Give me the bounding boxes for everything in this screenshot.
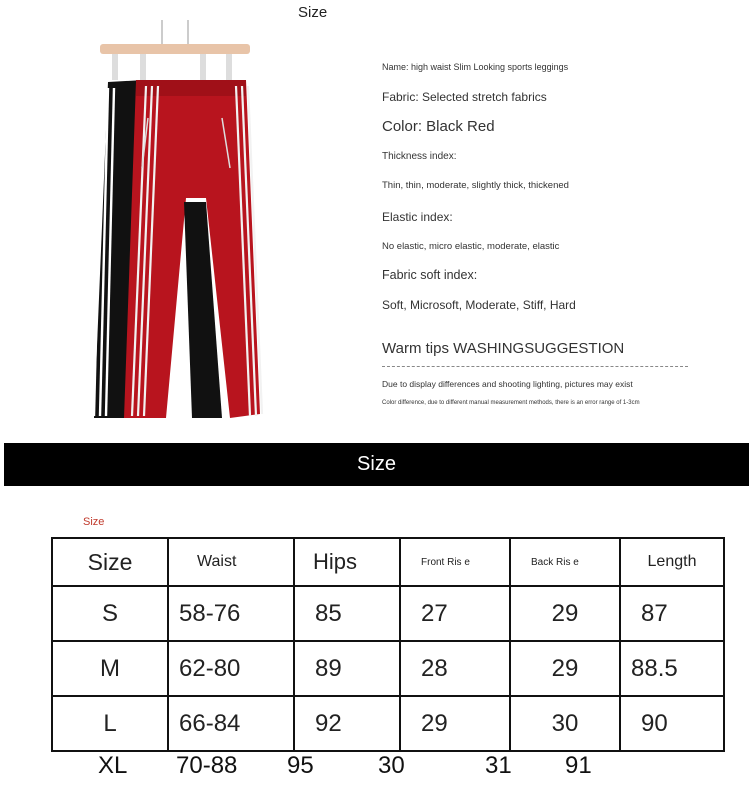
- cell-waist: 62-80: [168, 641, 294, 696]
- product-fabric: Fabric: Selected stretch fabrics: [382, 90, 547, 104]
- cell-back-rise: 29: [510, 641, 620, 696]
- product-photo-leggings: [88, 18, 268, 428]
- cell-waist: 58-76: [168, 586, 294, 641]
- header-back-rise: Back Ris e: [510, 538, 620, 586]
- cell-front-rise: 29: [400, 696, 510, 751]
- color-difference-note: Color difference, due to different manual measurement methods, there is an error range of 1-3cm: [382, 400, 640, 406]
- cell-length: 88.5: [620, 641, 724, 696]
- cell-front-rise: 28: [400, 641, 510, 696]
- xl-hips: 95: [287, 752, 314, 779]
- header-size: Size: [52, 538, 168, 586]
- warm-tips-heading: Warm tips WASHINGSUGGESTION: [382, 340, 625, 357]
- size-banner: [4, 443, 749, 486]
- product-name: Name: high waist Slim Looking sports leggings: [382, 62, 569, 72]
- cell-hips: 92: [294, 696, 400, 751]
- cell-length: 90: [620, 696, 724, 751]
- header-front-rise: Front Ris e: [400, 538, 510, 586]
- cell-hips: 89: [294, 641, 400, 696]
- elastic-label: Elastic index:: [382, 210, 453, 224]
- size-chart-table: [51, 537, 725, 752]
- elastic-values: No elastic, micro elastic, moderate, elastic: [382, 241, 560, 252]
- size-banner-title: Size: [357, 453, 396, 475]
- table-header-row: [52, 538, 724, 586]
- cell-back-rise: 29: [510, 586, 620, 641]
- thickness-values: Thin, thin, moderate, slightly thick, thickened: [382, 180, 569, 191]
- cell-front-rise: 27: [400, 586, 510, 641]
- cell-hips: 85: [294, 586, 400, 641]
- xl-front-rise: 30: [378, 752, 405, 779]
- thickness-label: Thickness index:: [382, 151, 457, 162]
- table-row: [52, 696, 724, 751]
- cell-size: L: [52, 696, 168, 751]
- product-color: Color: Black Red: [382, 118, 495, 135]
- header-waist: Waist: [168, 538, 294, 586]
- soft-label: Fabric soft index:: [382, 268, 478, 282]
- page-title: Size: [298, 4, 328, 21]
- cell-waist: 66-84: [168, 696, 294, 751]
- header-hips: Hips: [294, 538, 400, 586]
- cell-back-rise: 30: [510, 696, 620, 751]
- display-note: Due to display differences and shooting lighting, pictures may exist: [382, 379, 633, 389]
- xl-length: 91: [565, 752, 592, 779]
- soft-values: Soft, Microsoft, Moderate, Stiff, Hard: [382, 298, 576, 312]
- product-info-panel: [382, 0, 742, 430]
- table-row: [52, 586, 724, 641]
- table-row: [52, 641, 724, 696]
- xl-back-rise: 31: [485, 752, 512, 779]
- cell-size: S: [52, 586, 168, 641]
- xl-waist: 70-88: [176, 752, 238, 779]
- dashed-divider: [382, 366, 688, 367]
- header-length: Length: [620, 538, 724, 586]
- cell-size: M: [52, 641, 168, 696]
- cell-length: 87: [620, 586, 724, 641]
- xl-size: XL: [98, 752, 128, 779]
- size-chart-label: Size: [83, 516, 105, 528]
